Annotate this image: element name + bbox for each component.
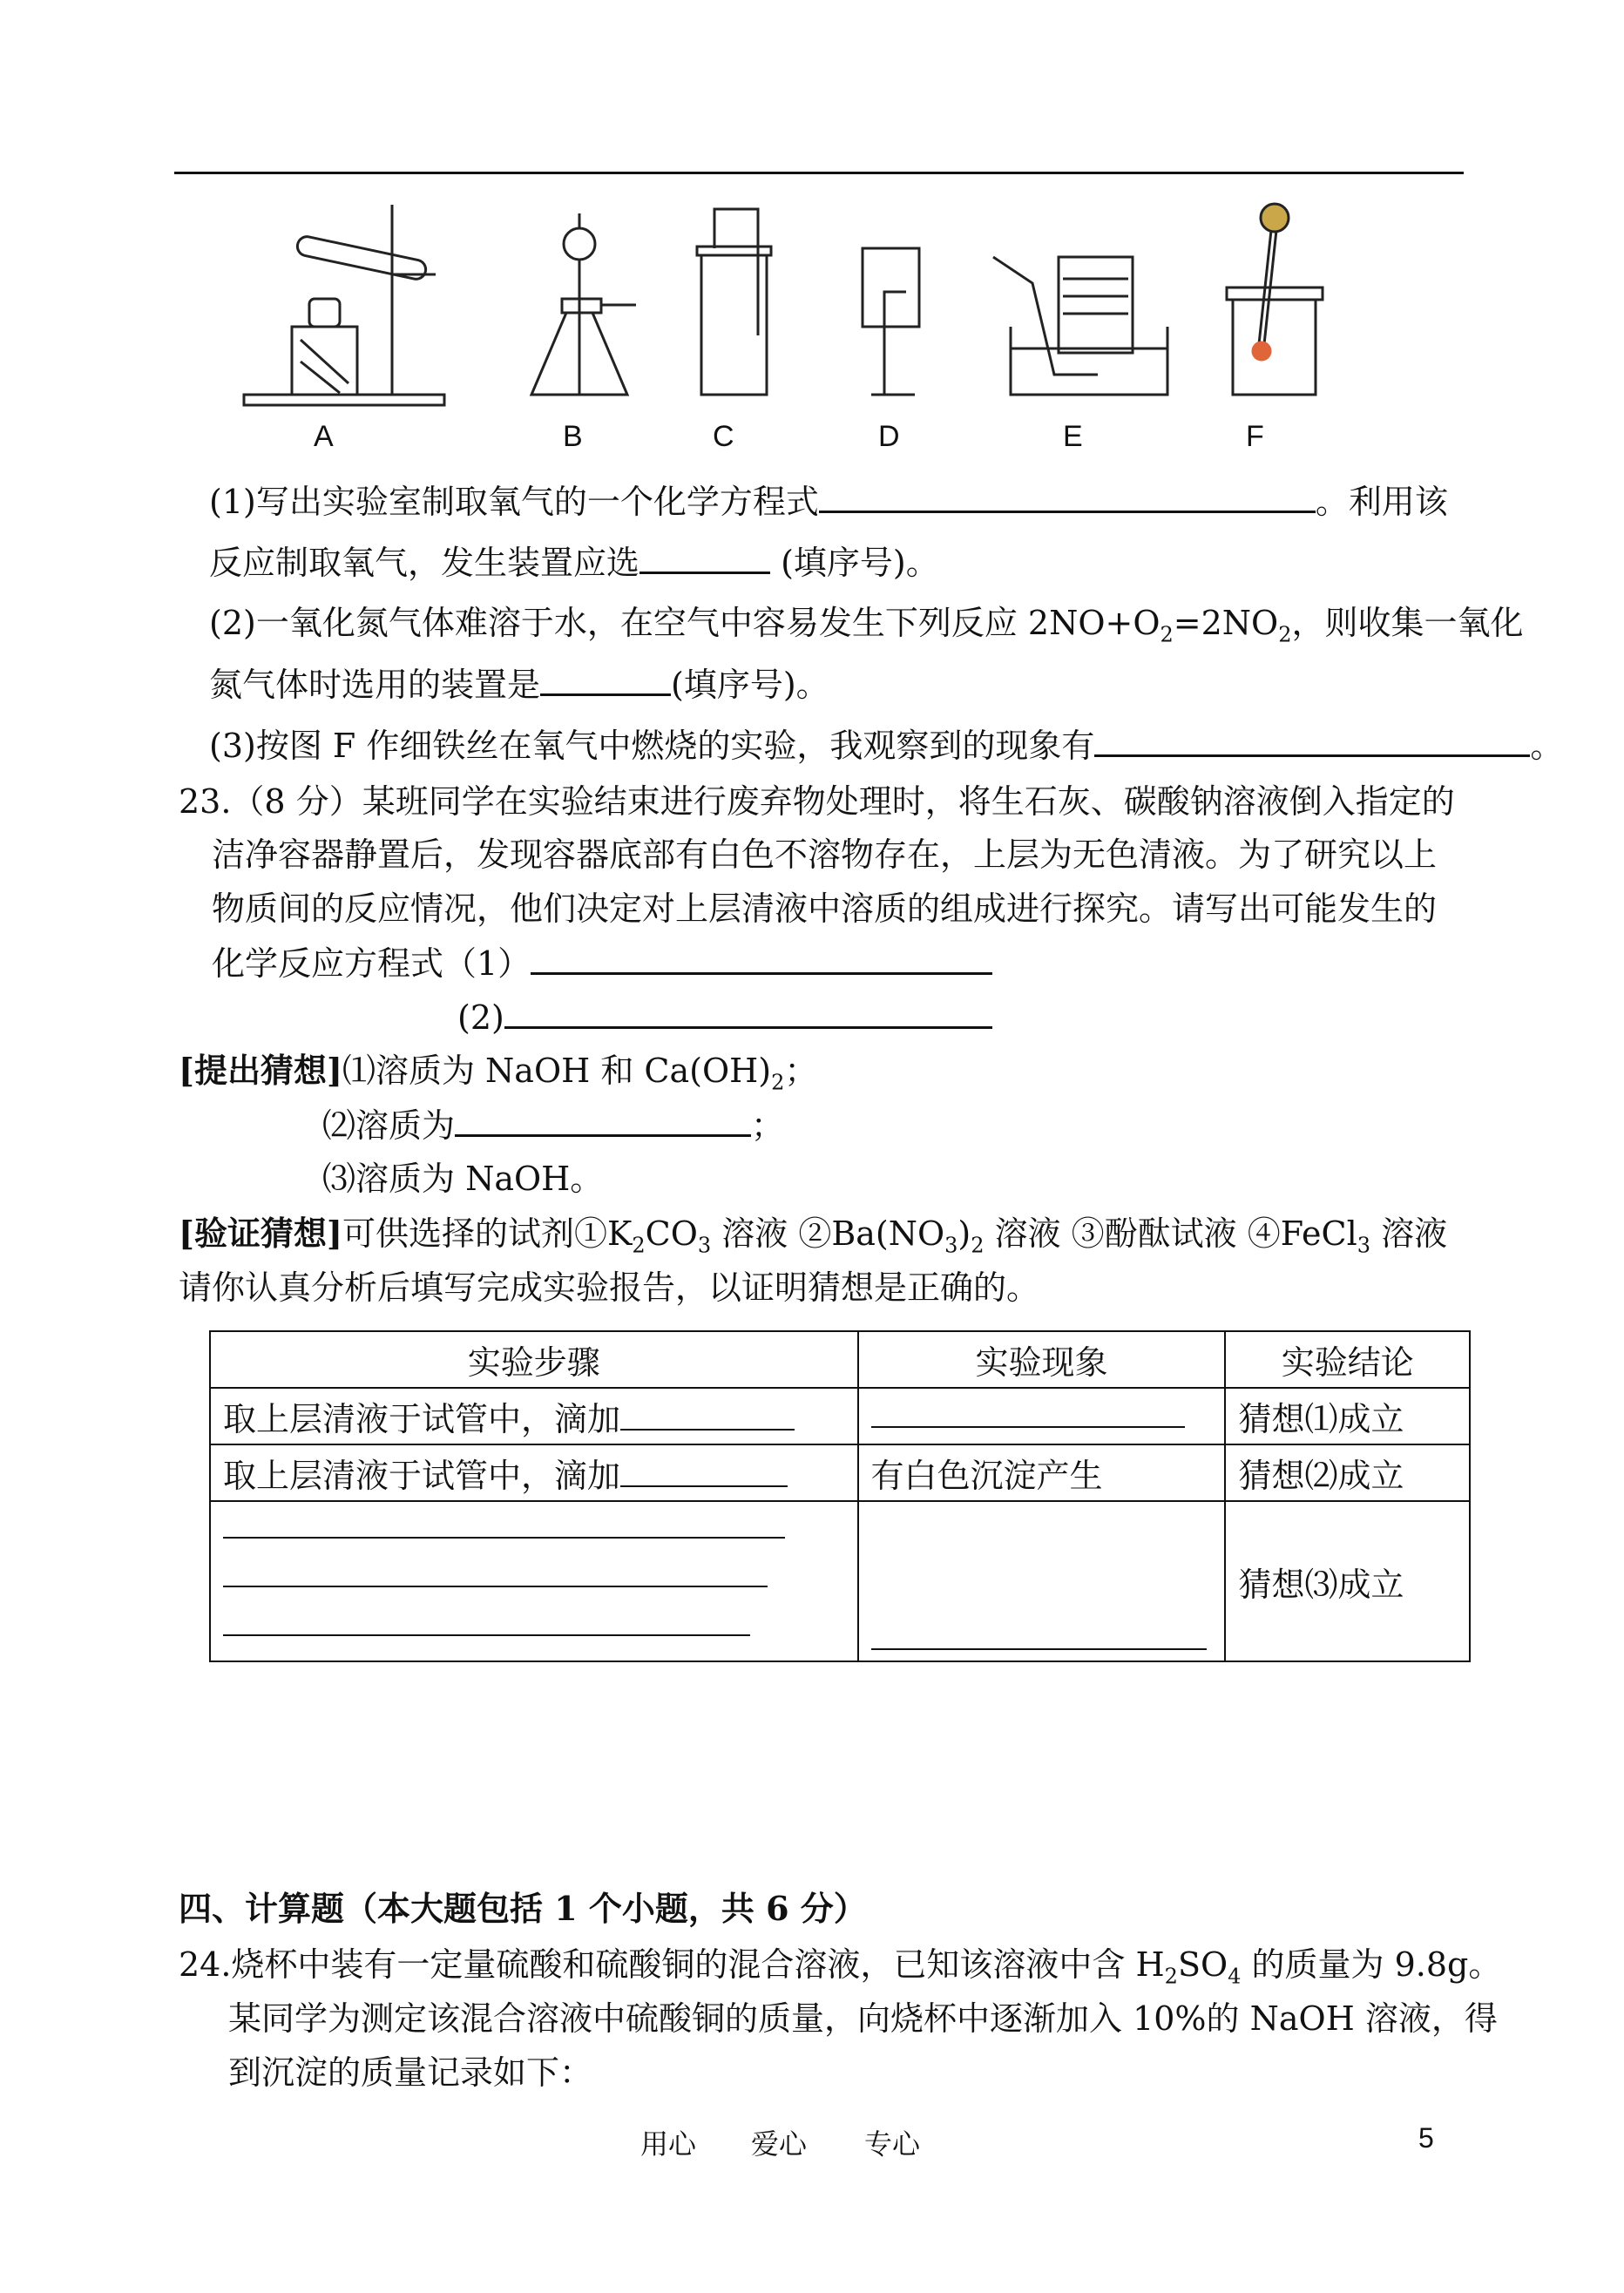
apparatus-a-icon (244, 205, 444, 405)
answer-blank[interactable] (620, 1456, 788, 1487)
footer-motto-1: 用心 (640, 2127, 697, 2161)
apparatus-figure (235, 196, 1368, 414)
answer-blank[interactable] (620, 1399, 795, 1431)
row2-phenomenon: 有白色沉淀产生 (858, 1444, 1226, 1501)
q23-line5: (2) (457, 997, 992, 1038)
apparatus-b-icon (531, 213, 636, 395)
label-a: A (314, 420, 334, 453)
verify-line: [验证猜想]可供选择的试剂$①K_2CO_3$ 溶液 $②Ba(NO_3)_2$ 溶液 ③酚酞试液 ④FeCl$_3$ 溶液 (179, 1214, 1448, 1258)
experiment-report-table (209, 1330, 1471, 1662)
guess-3: ⑶溶质为 NaOH。 (322, 1160, 604, 1198)
q24-line3: 到沉淀的质量记录如下： (228, 2053, 593, 2092)
q23-line3: 物质间的反应情况，他们决定对上层清液中溶质的组成进行探究。请写出可能发生的 (212, 889, 1438, 928)
answer-blank[interactable] (223, 1633, 750, 1636)
verify-line2: 请你认真分析后填写完成实验报告，以证明猜想是正确的。 (179, 1268, 1040, 1307)
label-b: B (563, 420, 583, 453)
q23-line4: 化学反应方程式（1） (212, 943, 992, 984)
q24-line2: 某同学为测定该混合溶液中硫酸铜的质量，向烧杯中逐渐加入 10%的 NaOH 溶液，得 (228, 1999, 1498, 2038)
header-phenomenon: 实验现象 (858, 1331, 1226, 1388)
table-row (210, 1444, 1470, 1501)
q22-part2-line1: (2)一氧化氮气体难溶于水，在空气中容易发生下列反应 $2NO+O_2=2NO_2$，则收集一氧化 (209, 604, 1524, 647)
row3-conclusion: 猜想⑶成立 (1225, 1501, 1470, 1661)
row3-step[interactable] (210, 1501, 858, 1661)
apparatus-e-icon (993, 257, 1167, 395)
header-conclusion: 实验结论 (1225, 1331, 1470, 1388)
q22-part1-line2: 反应制取氧气，发生装置应选 (填序号)。 (209, 544, 939, 582)
answer-blank[interactable] (531, 943, 992, 975)
label-d: D (878, 420, 900, 453)
footer-motto-2: 爱心 (751, 2127, 808, 2161)
q24-line1: 24.烧杯中装有一定量硫酸和硫酸铜的混合溶液，已知该溶液中含 $H_2SO_4$ 的质量为 9.8g。 (179, 1945, 1502, 1989)
header-step: 实验步骤 (210, 1331, 858, 1388)
answer-blank[interactable] (1094, 725, 1530, 757)
apparatus-d-icon (863, 248, 919, 395)
row2-conclusion: 猜想⑵成立 (1225, 1444, 1470, 1501)
label-c: C (713, 420, 734, 453)
q23-line2: 洁净容器静置后，发现容器底部有白色不溶物存在，上层为无色清液。为了研究以上 (212, 835, 1438, 874)
answer-blank[interactable] (455, 1105, 751, 1137)
label-f: F (1246, 420, 1264, 453)
row3-phenomenon[interactable] (858, 1501, 1226, 1661)
table-row (210, 1388, 1470, 1444)
apparatus-f-icon (1227, 204, 1323, 395)
guess-2: ⑵溶质为 ； (322, 1106, 785, 1145)
row1-phenomenon[interactable] (858, 1388, 1226, 1444)
q22-part2-line2: 氮气体时选用的装置是 (填序号)。 (209, 666, 829, 704)
apparatus-c-icon (697, 209, 771, 395)
answer-blank[interactable] (871, 1647, 1207, 1650)
section4-title: 四、计算题（本大题包括 1 个小题，共 6 分） (179, 1889, 867, 1928)
q22-part1-line1: (1)写出实验室制取氧气的一个化学方程式 。利用该 (209, 483, 1448, 521)
page-number: 5 (1418, 2122, 1434, 2154)
row1-step: 取上层清液于试管中，滴加 (210, 1388, 858, 1444)
footer-motto-3: 专心 (864, 2127, 921, 2161)
answer-blank[interactable] (819, 481, 1316, 513)
answer-blank[interactable] (223, 1584, 768, 1587)
q23-line1: 23.（8 分）某班同学在实验结束进行废弃物处理时，将生石灰、碳酸钠溶液倒入指定的 (179, 782, 1455, 821)
row1-conclusion: 猜想⑴成立 (1225, 1388, 1470, 1444)
label-e: E (1063, 420, 1083, 453)
row2-step: 取上层清液于试管中，滴加 (210, 1444, 858, 1501)
answer-blank[interactable] (504, 997, 992, 1029)
guess-1: [提出猜想]⑴溶质为 NaOH 和 $Ca(OH)_2$； (179, 1051, 818, 1095)
answer-blank[interactable] (223, 1535, 785, 1539)
q22-part3: (3)按图 F 作细铁丝在氧气中燃烧的实验，我观察到的现象有 。 (209, 727, 1564, 765)
answer-blank[interactable] (639, 542, 770, 574)
answer-blank[interactable] (871, 1397, 1185, 1428)
header-rule (174, 172, 1464, 174)
answer-blank[interactable] (540, 664, 671, 696)
table-row (210, 1331, 1470, 1388)
table-row (210, 1501, 1470, 1661)
